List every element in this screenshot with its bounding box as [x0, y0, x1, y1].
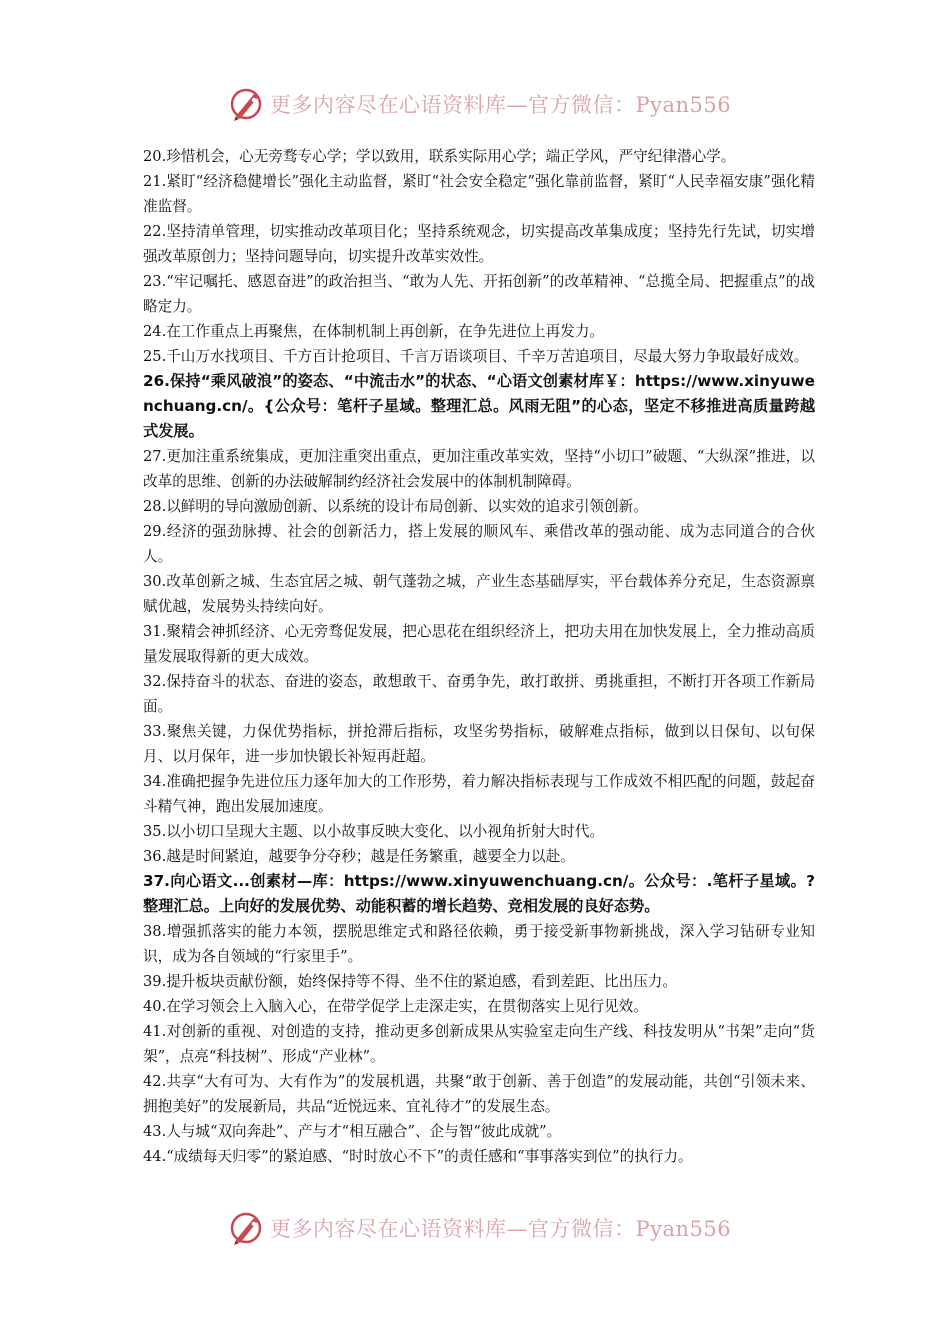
list-item: 23.“牢记嘱托、感恩奋进”的政治担当、“敢为人先、开拓创新”的改革精神、“总揽全局、把握重点”的战略定力。: [143, 273, 815, 315]
list-item: 31.聚精会神抓经济、心无旁骛促发展，把心思花在组织经济上，把功夫用在加快发展上，全力推动高质量发展取得新的更大成效。: [143, 623, 815, 665]
list-item: 35.以小切口呈现大主题、以小故事反映大变化、以小视角折射大时代。: [143, 823, 605, 840]
list-item: 39.提升板块贡献份额，始终保持等不得、坐不住的紧迫感，看到差距、比出压力。: [143, 973, 677, 990]
list-item: 20.珍惜机会，心无旁骛专心学；学以致用，联系实际用心学；端正学风，严守纪律潜心学。: [143, 148, 736, 165]
list-item: 32.保持奋斗的状态、奋进的姿态，敢想敢干、奋勇争先，敢打敢拼、勇挑重担，不断打开各项工作新局面。: [143, 673, 815, 715]
list-item: 26.保持“乘风破浪”的姿态、“中流击水”的状态、“心语文创素材库￥：https://www.xinyuwenchuang.cn/。{公众号：笔杆子星域。整理汇总。风雨无阻”的心态，坚定不移推进高质量跨越式发展。: [143, 372, 815, 440]
list-item: 34.准确把握争先进位压力逐年加大的工作形势，着力解决指标表现与工作成效不相匹配的问题，鼓起奋斗精气神，跑出发展加速度。: [143, 773, 815, 815]
list-item: 25.千山万水找项目、千方百计抢项目、千言万语谈项目、千辛万苦追项目，尽最大努力争取最好成效。: [143, 348, 809, 365]
list-item: 44.“成绩每天归零”的紧迫感、“时时放心不下”的责任感和“事事落实到位”的执行力。: [143, 1148, 693, 1165]
list-item: 30.改革创新之城、生态宜居之城、朝气蓬勃之城，产业生态基础厚实，平台载体养分充足，生态资源禀赋优越，发展势头持续向好。: [143, 573, 815, 615]
document-body: [143, 144, 815, 1169]
list-item: 27.更加注重系统集成，更加注重突出重点，更加注重改革实效，坚持“小切口”破题、“大纵深”推进，以改革的思维、创新的办法破解制约经济社会发展中的体制机制障碍。: [143, 448, 815, 490]
list-item: 43.人与城“双向奔赴”、产与才“相互融合”、企与智“彼此成就”。: [143, 1123, 562, 1140]
list-item: 41.对创新的重视、对创造的支持，推动更多创新成果从实验室走向生产线、科技发明从“书架”走向“货架”，点亮“科技树”、形成“产业林”。: [143, 1023, 815, 1065]
header-banner: [228, 84, 748, 124]
list-item: 40.在学习领会上入脑入心，在带学促学上走深走实，在贯彻落实上见行见效。: [143, 998, 648, 1015]
pen-logo-icon: [228, 1210, 264, 1246]
list-item: 24.在工作重点上再聚焦，在体制机制上再创新，在争先进位上再发力。: [143, 323, 605, 340]
list-item: 37.向心语文...创素材—库：https://www.xinyuwenchuang.cn/。公众号：.笔杆子星域。?整理汇总。上向好的发展优势、动能积蓄的增长趋势、竞相发展的良好态势。: [143, 872, 815, 915]
list-item: 36.越是时间紧迫，越要争分夺秒；越是任务繁重，越要全力以赴。: [143, 848, 575, 865]
pen-logo-icon: [228, 86, 264, 122]
list-item: 29.经济的强劲脉搏、社会的创新活力，搭上发展的顺风车、乘借改革的强动能、成为志同道合的合伙人。: [143, 523, 815, 565]
list-item: 33.聚焦关键，力保优势指标，拼抢滞后指标，攻坚劣势指标，破解难点指标，做到以日保旬、以旬保月、以月保年，进一步加快锻长补短再赶超。: [143, 723, 815, 765]
list-item: 21.紧盯“经济稳健增长”强化主动监督，紧盯“社会安全稳定”强化靠前监督，紧盯“人民幸福安康”强化精准监督。: [143, 173, 815, 215]
list-item: 22.坚持清单管理，切实推动改革项目化；坚持系统观念，切实提高改革集成度；坚持先行先试，切实增强改革原创力；坚持问题导向，切实提升改革实效性。: [143, 223, 815, 265]
list-item: 38.增强抓落实的能力本领，摆脱思维定式和路径依赖，勇于接受新事物新挑战，深入学习钻研专业知识，成为各自领域的“行家里手”。: [143, 923, 815, 965]
header-banner-text: 更多内容尽在心语资料库—官方微信：Pyan556: [270, 93, 732, 117]
footer-banner: [228, 1208, 748, 1248]
list-item: 42.共享“大有可为、大有作为”的发展机遇，共聚“敢于创新、善于创造”的发展动能，共创“引领未来、拥抱美好”的发展新局，共品“近悦远来、宜礼待才”的发展生态。: [143, 1073, 815, 1115]
list-item: 28.以鲜明的导向激励创新、以系统的设计布局创新、以实效的追求引领创新。: [143, 498, 648, 515]
footer-banner-text: 更多内容尽在心语资料库—官方微信：Pyan556: [270, 1217, 732, 1241]
